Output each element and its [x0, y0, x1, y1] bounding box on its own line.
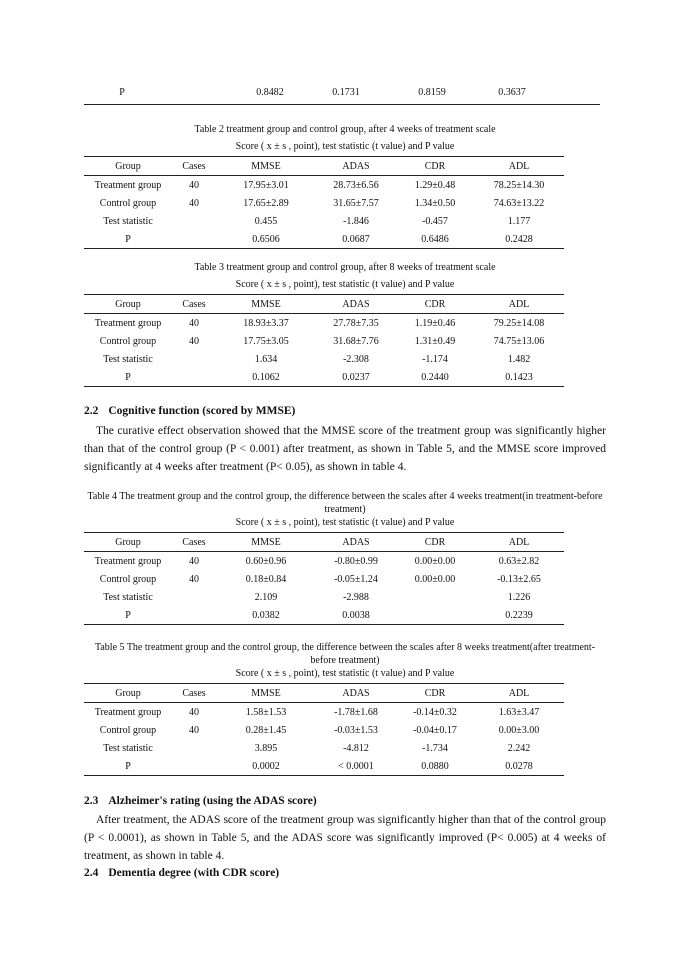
table-row — [84, 606, 564, 625]
cell: -2.988 — [343, 591, 369, 603]
col-mmse: MMSE — [251, 687, 281, 699]
table-row — [84, 350, 564, 368]
cell: 0.0880 — [421, 760, 449, 772]
cell: Treatment group — [94, 706, 162, 718]
cell: 1.226 — [507, 591, 531, 603]
cell: -0.457 — [422, 215, 448, 227]
table1-continuation-row — [84, 84, 600, 105]
table-row — [84, 194, 564, 212]
cell: 1.177 — [507, 215, 531, 227]
cell: -1.78±1.68 — [334, 706, 378, 718]
cell: 78.25±14.30 — [493, 179, 545, 191]
section-heading-2-2 — [84, 405, 295, 417]
cell: 1.29±0.48 — [414, 179, 456, 191]
cell: 79.25±14.08 — [493, 317, 545, 329]
cell — [396, 606, 474, 625]
cell: P — [125, 233, 131, 245]
col-adl: ADL — [508, 298, 530, 310]
cell: 0.00±0.00 — [414, 573, 456, 585]
cell — [172, 757, 216, 776]
cell: 0.1062 — [252, 371, 280, 383]
cell — [396, 588, 474, 606]
cell: -1.174 — [422, 353, 448, 365]
table-header-row — [84, 684, 564, 703]
col-adl: ADL — [508, 160, 530, 172]
table-row — [84, 368, 564, 387]
cell: Treatment group — [94, 179, 162, 191]
table-row — [84, 230, 564, 249]
cell: 0.0278 — [505, 760, 533, 772]
cell: 0.455 — [254, 215, 278, 227]
col-cdr: CDR — [424, 536, 446, 548]
cell: 0.00±0.00 — [414, 555, 456, 567]
col-group: Group — [115, 298, 141, 310]
col-cdr: CDR — [424, 160, 446, 172]
cell: 1.31±0.49 — [414, 335, 456, 347]
col-adl: ADL — [508, 687, 530, 699]
col-cases: Cases — [182, 298, 206, 310]
cell: -0.04±0.17 — [413, 724, 457, 736]
cell: Control group — [99, 724, 157, 736]
table4-subcaption: Score ( x ± s , point), test statistic (t value) and P value — [235, 517, 455, 528]
cell: 1.63±3.47 — [498, 706, 540, 718]
cell: 0.1423 — [505, 371, 533, 383]
cell: P — [125, 760, 131, 772]
table2-caption: Table 2 treatment group and control group, after 4 weeks of treatment scale — [194, 124, 496, 135]
table-header-row — [84, 157, 564, 176]
cell: P — [125, 371, 131, 383]
col-group: Group — [115, 160, 141, 172]
table-header-row — [84, 533, 564, 552]
cell: 1.19±0.46 — [414, 317, 456, 329]
section-title: Cognitive function (scored by MMSE) — [108, 405, 296, 417]
col-cases: Cases — [182, 160, 206, 172]
cell: 40 — [189, 724, 199, 736]
table-header-row — [84, 295, 564, 314]
col-mmse: MMSE — [251, 298, 281, 310]
table-row — [84, 332, 564, 350]
cell: 31.65±7.57 — [333, 197, 379, 209]
col-adas: ADAS — [342, 160, 370, 172]
row-label: P — [119, 87, 125, 98]
section-number: 2.4 — [84, 867, 99, 879]
table-row — [84, 552, 564, 571]
table-row — [84, 703, 564, 722]
cell: 0.2440 — [421, 371, 449, 383]
cell: -0.14±0.32 — [413, 706, 457, 718]
cell: 0.18±0.84 — [245, 573, 287, 585]
cell: -1.846 — [343, 215, 369, 227]
cell: 1.58±1.53 — [245, 706, 287, 718]
cell: Control group — [99, 197, 157, 209]
section-number: 2.3 — [84, 795, 99, 807]
cell: 40 — [189, 197, 199, 209]
cell: 0.0687 — [342, 233, 370, 245]
cell: Test statistic — [103, 742, 153, 754]
cell: Test statistic — [103, 591, 153, 603]
cell: 40 — [189, 573, 199, 585]
cell: 1.482 — [507, 353, 531, 365]
table2 — [84, 156, 564, 249]
table-row — [84, 588, 564, 606]
table3-subcaption: Score ( x ± s , point), test statistic (t value) and P value — [235, 279, 455, 290]
cell: 74.63±13.22 — [493, 197, 545, 209]
cell — [172, 588, 216, 606]
cell — [172, 739, 216, 757]
cell: < 0.0001 — [338, 760, 374, 772]
col-adas: ADAS — [342, 536, 370, 548]
cell: Control group — [99, 573, 157, 585]
cell: 0.2428 — [505, 233, 533, 245]
section-title: Alzheimer's rating (using the ADAS score) — [108, 795, 317, 807]
cell: 0.00±3.00 — [498, 724, 540, 736]
section-2-2-paragraph: The curative effect observation showed that the MMSE score of the treatment group was significantly higher than that of the control group (P < 0.001) after treatment, as shown in Table 5, and the MMSE score improved significantly at 4 weeks after treatment (P< 0.05), as shown in table 4. — [84, 425, 606, 473]
cell: 40 — [189, 317, 199, 329]
cell: Treatment group — [94, 555, 162, 567]
table5 — [84, 683, 564, 776]
cell: Test statistic — [103, 353, 153, 365]
cell: 0.0382 — [252, 609, 280, 621]
col-cdr: CDR — [424, 687, 446, 699]
cell: 31.68±7.76 — [333, 335, 379, 347]
section-number: 2.2 — [84, 405, 99, 417]
table-row — [84, 314, 564, 333]
table3-caption: Table 3 treatment group and control group, after 8 weeks of treatment scale — [194, 262, 496, 273]
cell: -0.03±1.53 — [334, 724, 378, 736]
section-2-3-paragraph: After treatment, the ADAS score of the treatment group was significantly higher than that of the control group (P < 0.0001), as shown in Table 5, and the ADAS score was significantly improved (P< 0.005) at 4 weeks of treatment, as shown in table 4. — [84, 814, 606, 862]
cell — [172, 606, 216, 625]
table4 — [84, 532, 564, 625]
col-group: Group — [115, 536, 141, 548]
cell: -1.734 — [422, 742, 448, 754]
cell: -4.812 — [343, 742, 369, 754]
cell: 18.93±3.37 — [243, 317, 289, 329]
table-row — [84, 739, 564, 757]
cell: 0.63±2.82 — [498, 555, 540, 567]
cell: P — [125, 609, 131, 621]
cell: 17.75±3.05 — [243, 335, 289, 347]
cell: 0.0002 — [252, 760, 280, 772]
table-row — [84, 176, 564, 195]
mmse-p: 0.8482 — [256, 87, 284, 98]
col-cdr: CDR — [424, 298, 446, 310]
table2-subcaption: Score ( x ± s , point), test statistic (t value) and P value — [235, 141, 455, 152]
table-row — [84, 721, 564, 739]
cell: 40 — [189, 179, 199, 191]
adas-p: 0.1731 — [332, 87, 360, 98]
cell: 0.0237 — [342, 371, 370, 383]
cell: -0.80±0.99 — [334, 555, 378, 567]
cell: 28.73±6.56 — [333, 179, 379, 191]
cell: 74.75±13.06 — [493, 335, 545, 347]
col-mmse: MMSE — [251, 160, 281, 172]
cell: Control group — [99, 335, 157, 347]
table3 — [84, 294, 564, 387]
cell: 0.60±0.96 — [245, 555, 287, 567]
section-heading-2-4 — [84, 867, 279, 879]
cell: 17.65±2.89 — [243, 197, 289, 209]
adl-p: 0.3637 — [498, 87, 526, 98]
col-adl: ADL — [508, 536, 530, 548]
cell: 2.109 — [254, 591, 278, 603]
table-row — [84, 212, 564, 230]
cell: 2.242 — [507, 742, 531, 754]
table5-subcaption: Score ( x ± s , point), test statistic (t value) and P value — [235, 668, 455, 679]
col-adas: ADAS — [342, 298, 370, 310]
cell: 0.2239 — [505, 609, 533, 621]
cell: 40 — [189, 335, 199, 347]
cell: 40 — [189, 555, 199, 567]
cell: -2.308 — [343, 353, 369, 365]
cell: 17.95±3.01 — [243, 179, 289, 191]
table-row — [84, 757, 564, 776]
section-title: Dementia degree (with CDR score) — [108, 867, 280, 879]
cdr-p: 0.8159 — [418, 87, 446, 98]
table-row — [84, 570, 564, 588]
cell: 1.34±0.50 — [414, 197, 456, 209]
cell: 0.6506 — [252, 233, 280, 245]
col-group: Group — [115, 687, 141, 699]
col-adas: ADAS — [342, 687, 370, 699]
cell: -0.13±2.65 — [497, 573, 541, 585]
cell: 0.0038 — [342, 609, 370, 621]
cell: 3.895 — [254, 742, 278, 754]
cell: 0.6486 — [421, 233, 449, 245]
table5-caption: Table 5 The treatment group and the control group, the difference between the scales after 8 weeks treatment(after treatment-before treatment) — [94, 642, 596, 666]
table4-caption: Table 4 The treatment group and the control group, the difference between the scales after 4 weeks treatment(in treatment-before treatment) — [87, 491, 603, 515]
cell: Treatment group — [94, 317, 162, 329]
cell — [172, 368, 216, 387]
cell — [172, 212, 216, 230]
cell: 0.28±1.45 — [245, 724, 287, 736]
cell: 40 — [189, 706, 199, 718]
cell: 27.78±7.35 — [333, 317, 379, 329]
col-cases: Cases — [182, 536, 206, 548]
cell: Test statistic — [103, 215, 153, 227]
section-heading-2-3 — [84, 795, 317, 807]
cell: 1.634 — [254, 353, 278, 365]
cell: -0.05±1.24 — [334, 573, 378, 585]
cell — [172, 350, 216, 368]
cell — [172, 230, 216, 249]
col-mmse: MMSE — [251, 536, 281, 548]
col-cases: Cases — [182, 687, 206, 699]
